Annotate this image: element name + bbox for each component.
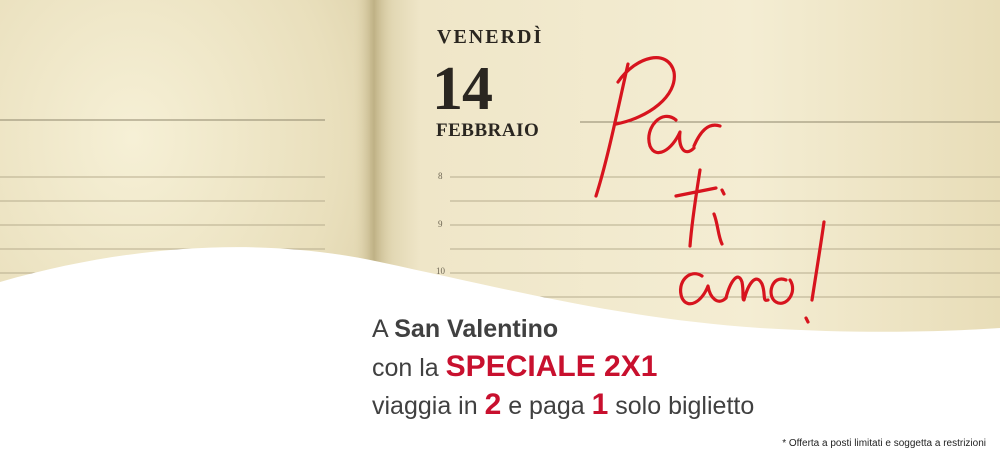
hour-label-8: 8 [438,171,443,181]
promo-line-3-part-c: solo biglietto [608,392,755,420]
promo-line-3 [372,390,754,421]
diary-day-number: 14 [432,55,492,123]
promo-line-1 [372,314,558,344]
handwriting-letter-r [694,125,720,146]
handwriting-letter-m [726,277,768,300]
promo-line-1-prefix: A [372,315,395,343]
handwriting-exclamation [806,222,824,322]
promo-line-2 [372,352,657,383]
handwriting-letter-e [649,116,694,152]
offer-footnote: * Offerta a posti limitati e soggetta a restrizioni [782,438,986,449]
promo-number-2: 2 [484,388,502,421]
handwriting-letter-p-stem [596,64,628,196]
promo-speciale-2x1: SPECIALE 2X1 [445,350,658,383]
promo-line-3-part-b: e paga [501,392,592,420]
handwriting-letter-i [714,190,724,244]
handwriting-letter-o [771,279,793,303]
hour-label-10: 10 [436,266,445,276]
hour-label-9: 9 [438,219,443,229]
promo-san-valentino: San Valentino [394,315,559,343]
handwriting-letter-p-bowl [616,58,674,124]
promo-line-2-prefix: con la [372,354,446,382]
handwriting-letter-a [681,274,726,304]
diary-month: FEBBRAIO [436,120,540,141]
promo-line-3-part-a: viaggia in [372,392,485,420]
promo-number-1: 1 [591,388,609,421]
diary-weekday: VENERDÌ [437,26,544,48]
handwriting-letter-t [676,170,716,246]
